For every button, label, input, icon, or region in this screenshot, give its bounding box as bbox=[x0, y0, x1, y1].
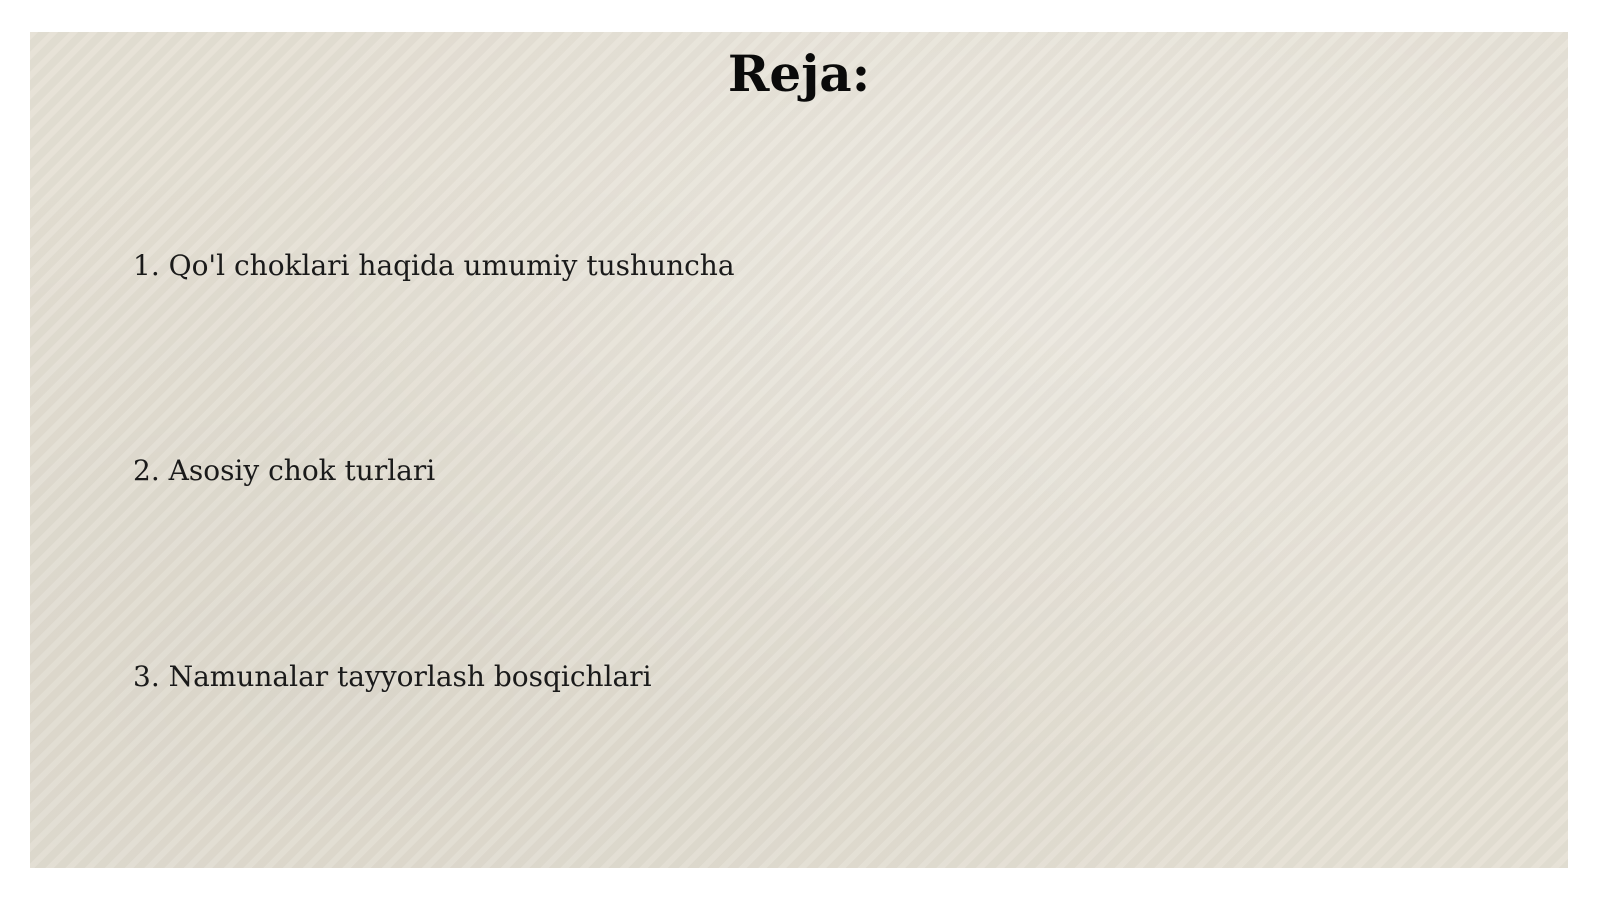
plan-item-1: 1. Qo'l choklari haqida umumiy tushuncha bbox=[133, 249, 735, 282]
plan-item-3: 3. Namunalar tayyorlash bosqichlari bbox=[133, 660, 652, 693]
slide bbox=[30, 32, 1568, 868]
slide-title: Reja: bbox=[727, 44, 871, 103]
plan-item-2: 2. Asosiy chok turlari bbox=[133, 454, 436, 487]
